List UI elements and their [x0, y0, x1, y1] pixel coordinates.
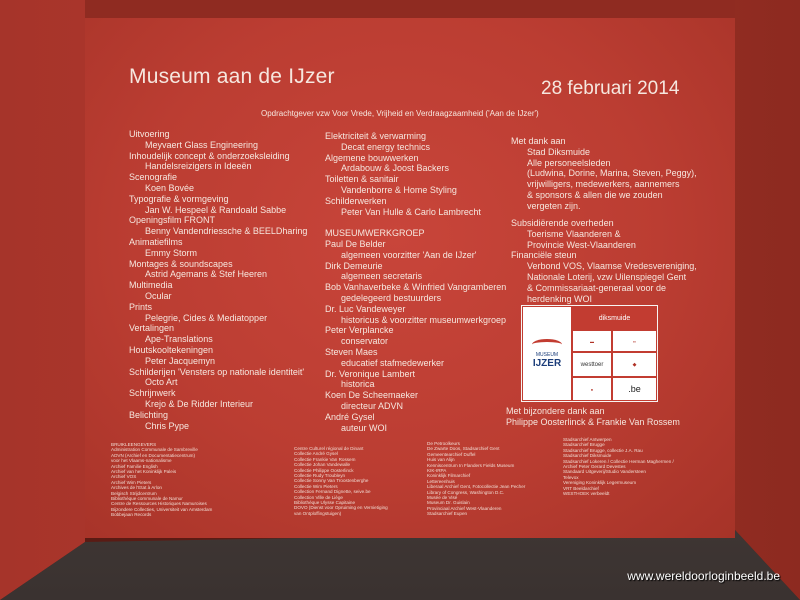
lender-line: Stadsarchief Eupen — [427, 511, 468, 517]
panel-client: Opdrachtgever vzw Voor Vrede, Vrijheid en Verdraagzaamheid ('Aan de IJzer') — [261, 109, 539, 118]
thanks-line: vergeten zijn. — [527, 200, 581, 211]
lender-line: Collectie Johan Vandewalle — [294, 462, 351, 468]
credit-line: Steven Maes — [325, 346, 378, 357]
credit-line: Vertalingen — [129, 323, 175, 334]
lenders-column-4 — [563, 437, 674, 496]
credit-line: Animatiefilms — [129, 236, 183, 247]
credit-line: Openingsfilm FRONT — [129, 215, 216, 226]
thanks-line: Stad Diksmuide — [527, 146, 591, 157]
lender-line: Musée de Visé — [427, 494, 458, 500]
lender-line: voor het Vlaams-nationalisme — [111, 458, 172, 464]
credit-line: Ocular — [145, 290, 172, 301]
credit-line: historicus & voorzitter museumwerkgroep — [341, 314, 507, 325]
credit-line: Dr. Luc Vandeweyer — [325, 303, 406, 314]
credit-line: Ape-Translations — [145, 334, 213, 345]
lender-line: Bobbejaan Records — [111, 512, 152, 518]
credits-wall — [85, 18, 735, 538]
credit-line — [325, 217, 506, 228]
credit-line: Paul De Belder — [325, 238, 386, 249]
lender-line: Bijzondere Collecties, Universiteit van Amsterdam — [111, 506, 213, 512]
lender-line: DOVO (Dienst voor Opruiming en Vernietiging — [294, 505, 388, 511]
lender-line: De Petroolkeurs — [427, 441, 460, 446]
lender-line: Collectie Sonny Van Troostenberghe — [294, 478, 369, 484]
credit-line: Belichting — [129, 409, 169, 420]
credit-line: Dr. Veronique Lambert — [325, 368, 416, 379]
credit-line: André Gysel — [325, 411, 375, 422]
lender-line: Collection Fernand Dignette, seive.be — [294, 489, 371, 495]
funding-line: & Commissariaat-generaal voor de — [527, 282, 667, 293]
lender-line: Centre de Ressources Historiques Namuroises — [111, 501, 207, 507]
lender-line: Belgisch Strijdcentrum — [111, 490, 157, 496]
credit-line: Benny Vandendriessche & BEELDharing — [145, 226, 308, 237]
thanks-line: & sponsors & allen die we zouden — [527, 189, 663, 200]
lender-line: Collectie Wim Pieters — [294, 483, 338, 489]
credit-line: Krejo & De Ridder Interieur — [145, 398, 254, 409]
credits-column-2 — [325, 131, 506, 433]
credit-line: Schrijnwerk — [129, 388, 176, 399]
thanks-column — [511, 136, 697, 212]
credits-column-1 — [129, 129, 307, 431]
funding-column — [511, 218, 697, 304]
credit-line: historica — [341, 379, 375, 390]
credit-line: Emmy Storm — [145, 247, 198, 258]
lender-line: Stadsarchief Brugge — [563, 442, 605, 448]
lender-line: Stadsarchief Diksmuide — [563, 453, 612, 459]
credit-line: Koen De Scheemaeker — [325, 390, 419, 401]
lenders-column-3 — [427, 441, 525, 516]
logo-wave-icon — [532, 339, 562, 350]
credit-line: Elektriciteit & verwarming — [325, 131, 427, 141]
lenders-column-1 — [111, 442, 212, 517]
credit-line: Uitvoering — [129, 129, 170, 139]
lender-line: Koninklijk Filmarchief — [427, 473, 471, 479]
panel-title: Museum aan de IJzer — [129, 65, 335, 88]
museum-logo-line1: MUSEUM — [535, 351, 559, 358]
credit-line: educatief stafmedewerker — [341, 357, 445, 368]
lender-line: Collectie Philippe Oosterlinck — [294, 467, 354, 473]
credit-line: Toiletten & sanitair — [325, 174, 399, 185]
funding-line: Verbond VOS, Vlaamse Vredesvereniging, — [527, 261, 697, 272]
lender-line: van Ontploffingstuigen) — [294, 510, 342, 516]
museum-ijzer-logo — [522, 306, 572, 401]
funding-line: Provincie West-Vlaanderen — [527, 239, 636, 250]
thanks-line: Met dank aan — [511, 136, 566, 146]
diksmuide-logo: diksmuide — [572, 306, 657, 330]
credit-line: Inhoudelijk concept & onderzoeksleiding — [129, 150, 290, 161]
lender-line: Bibliothèque communale de Namur — [111, 495, 183, 501]
credit-line: Meyvaert Glass Engineering — [145, 139, 259, 150]
toerisme-logo: ▬ — [572, 330, 612, 352]
lender-line: Centre Culturel régional de Dinant — [294, 446, 364, 451]
sponsor-logos — [521, 305, 658, 402]
credit-line: Houtskooltekeningen — [129, 344, 214, 355]
be-logo: .be — [612, 377, 657, 401]
lender-line: Televox — [563, 474, 579, 480]
credit-line: Prints — [129, 301, 153, 312]
thanks-line: vrijwilligers, medewerkers, aannemers — [527, 179, 680, 190]
lender-line: Lettereenhuis — [427, 478, 455, 484]
credit-line: Bob Vanhaverbeke & Winfried Vangramberen — [325, 282, 507, 293]
lenders-column-2 — [294, 446, 388, 516]
credit-line: Koen Bovée — [145, 182, 195, 193]
lender-line: Museum Dr. Guislain — [427, 500, 470, 506]
lender-line: Administration Communale de Sambreville — [111, 447, 198, 453]
vos-logo: ◆ — [612, 352, 657, 377]
credit-line: Pelegrie, Cides & Mediatopper — [145, 312, 268, 323]
provincie-logo: ▪▪ — [612, 330, 657, 352]
lender-line: Archief van het Koninklijk Paleis — [111, 468, 177, 474]
lender-line: Collectie André Gysel — [294, 451, 338, 457]
credit-line: algemeen secretaris — [341, 271, 423, 282]
westtoer-logo: westtoer — [572, 352, 612, 377]
credit-line: directeur ADVN — [341, 400, 404, 411]
lender-line: Archief VOS — [111, 474, 137, 480]
lender-line: Huis van Alijn — [427, 457, 455, 463]
lender-line: Archief Familie English — [111, 463, 158, 469]
lender-line: Collection Ville de Liège — [294, 494, 343, 500]
funding-line: Subsidiërende overheden — [511, 218, 614, 228]
credit-line: auteur WOI — [341, 422, 388, 433]
lender-line: Stadsarchief Brugge, collectie J.A. Rau — [563, 447, 643, 453]
credit-line: MUSEUMWERKGROEP — [325, 228, 425, 239]
lender-line: KIK-IRPA — [427, 467, 447, 473]
credit-line: Multimedia — [129, 280, 173, 291]
lender-line: Archief Wim Pieters — [111, 479, 152, 485]
credit-line: Schilderwerken — [325, 195, 387, 206]
funding-line: Toerisme Vlaanderen & — [527, 228, 621, 239]
lender-line: Stadsarchief Lokeren / Collectie Herman Maghermen / — [563, 458, 674, 464]
watermark: www.wereldoorloginbeeld.be — [627, 569, 780, 583]
credit-line: Chris Pype — [145, 420, 190, 431]
lender-line: Collectie Rudy Troubleyn — [294, 472, 346, 478]
funding-line: Financiële steun — [511, 250, 577, 261]
credit-line: conservator — [341, 336, 389, 347]
credit-line: Schilderijen 'Vensters op nationale identiteit' — [129, 366, 305, 377]
credit-line: Typografie & vormgeving — [129, 193, 229, 204]
funding-line: Nationale Loterij, vzw Uilenspiegel Gent — [527, 271, 687, 282]
credit-line: Montages & soundscapes — [129, 258, 233, 269]
lender-line: Liberaal Archief Gent, Fotocollectie Jean Pecher — [427, 484, 526, 490]
credit-line: Handelsreizigers in Ideeën — [145, 161, 252, 172]
credit-line: Peter Van Hulle & Carlo Lambrecht — [341, 206, 481, 217]
credit-line: gedelegeerd bestuurders — [341, 292, 442, 303]
loterij-logo: ● — [572, 377, 612, 401]
credit-line: Vandenborre & Home Styling — [341, 184, 457, 195]
lender-line: ADVN (Archief en Documentatiecentrum) — [111, 452, 195, 458]
credit-line: Astrid Agemans & Stef Heeren — [145, 269, 268, 280]
lender-line: Kenniscentrum In Flanders Fields Museum — [427, 462, 515, 468]
special-thanks-line: Philippe Oosterlinck & Frankie Van Rossem — [506, 417, 680, 427]
lender-line: BRUIKLEENGEVERS — [111, 442, 157, 447]
credit-line: Octo Art — [145, 377, 178, 388]
credit-line: Decat energy technics — [341, 141, 431, 152]
credit-line: Dirk Demeurie — [325, 260, 383, 271]
thanks-line: (Ludwina, Dorine, Marina, Steven, Peggy), — [527, 168, 697, 179]
special-thanks-line: Met bijzondere dank aan — [506, 406, 605, 416]
thanks-line: Alle personeelsleden — [527, 157, 611, 168]
lender-line: Provinciaal Archief West-Vlaanderen — [427, 505, 502, 511]
lender-line: VRT Beeldarchief — [563, 485, 599, 491]
funding-line: herdenking WOI — [527, 293, 593, 304]
lender-line: Stadsarchief Antwerpen — [563, 437, 612, 442]
credit-line: Scenografie — [129, 172, 178, 183]
lender-line: Library of Congress, Washington D.C. — [427, 489, 505, 495]
panel-date: 28 februari 2014 — [541, 78, 680, 99]
credit-line: Algemene bouwwerken — [325, 152, 419, 163]
ceiling — [85, 0, 735, 18]
credit-line: Peter Verplancke — [325, 325, 394, 336]
museum-logo-line2: IJZER — [532, 357, 562, 369]
lender-line: Vereniging Koninklijk Legermuseum — [563, 480, 637, 486]
credit-line: algemeen voorzitter 'Aan de IJzer' — [341, 249, 477, 260]
lender-line: De Zwarte Doos, Stadsarchief Gent — [427, 446, 500, 452]
lender-line: Archief Peter Gerard Devestes — [563, 463, 626, 469]
special-thanks — [506, 406, 680, 428]
credit-line: Jan W. Hespeel & Randoald Sabbe — [145, 204, 287, 215]
lender-line: Collectie Frankie Van Rossem — [294, 456, 356, 462]
lender-line: Standaard Uitgeverij/Studio Vandersteen — [563, 469, 646, 475]
lender-line: Gemeentearchief Duffel — [427, 451, 476, 457]
lender-line: Archives de l'Etat à Arlon — [111, 485, 162, 491]
credit-line: Ardabouw & Joost Backers — [341, 163, 450, 174]
lender-line: WESTHOEK verbeeldt — [563, 490, 610, 496]
credit-line: Peter Jacquemyn — [145, 355, 216, 366]
lender-line: Bibliothèque Ulysse Capitaine — [294, 499, 356, 505]
